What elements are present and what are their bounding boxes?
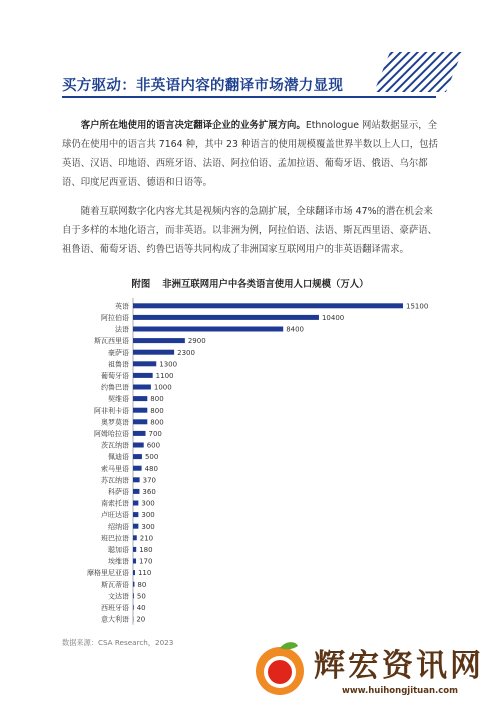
- value-label: 8400: [286, 325, 305, 334]
- bar: [133, 396, 147, 401]
- paragraph-1-line: Ethnologue 网站数据显示，: [305, 120, 428, 131]
- paragraph-1-line: 括英语、汉语、印地语、西班牙语、法语、阿拉伯语、孟加拉语、葡萄牙语、俄语、乌尔: [62, 139, 438, 169]
- value-label: 180: [139, 546, 153, 554]
- section-title: 买方驱动：非英语内容的翻译市场潜力显现: [62, 78, 344, 94]
- category-label: 阿拉伯语: [101, 314, 129, 322]
- value-label: 15100: [406, 302, 429, 311]
- bar: [133, 559, 136, 564]
- title-rule: [62, 96, 436, 98]
- value-label: 370: [142, 476, 156, 485]
- bar: [133, 501, 138, 506]
- bar: [133, 315, 319, 320]
- category-label: 豪萨语: [108, 348, 129, 357]
- category-label: 阿非利卡语: [94, 406, 129, 415]
- category-label: 法语: [115, 325, 129, 334]
- value-label: 800: [150, 395, 164, 404]
- value-label: 2300: [177, 348, 195, 357]
- category-label: 埃维语: [108, 557, 129, 566]
- category-label: 聪加语: [108, 546, 129, 554]
- value-label: 2900: [187, 337, 206, 346]
- figure-label: 附图: [131, 279, 151, 290]
- category-label: 西班牙语: [101, 604, 129, 612]
- category-label: 斯瓦蒂语: [101, 580, 129, 589]
- category-label: 契维语: [108, 395, 129, 404]
- value-label: 40: [136, 604, 146, 612]
- orange-logo-icon: [250, 638, 310, 698]
- bar: [133, 385, 151, 390]
- value-label: 600: [146, 441, 161, 450]
- category-label: 绍纳语: [108, 522, 129, 531]
- value-label: 300: [141, 522, 155, 531]
- bar: [133, 477, 140, 482]
- bar: [133, 466, 142, 471]
- value-label: 800: [150, 418, 164, 427]
- category-label: 英语: [115, 302, 129, 311]
- bar: [133, 443, 144, 448]
- bar: [133, 327, 283, 332]
- paragraph-1-line: 都语、印度尼西亚语、德语和日语等。: [62, 158, 428, 188]
- bar: [133, 303, 403, 308]
- paragraph-2-line: 自于多样的本地化语言，而非英语。以非洲为例，阿拉伯语、法语、斯瓦西里语、豪萨语、: [62, 225, 438, 236]
- value-label: 10400: [321, 314, 345, 322]
- bar: [133, 361, 156, 366]
- category-label: 茨瓦纳语: [101, 441, 129, 450]
- bar: [133, 535, 137, 540]
- data-source: 数据来源：CSA Research，2023: [62, 638, 174, 647]
- value-label: 800: [150, 406, 164, 415]
- figure-caption: [0, 276, 500, 290]
- bar: [133, 593, 134, 598]
- value-label: 1300: [159, 360, 178, 369]
- bar: [133, 605, 134, 610]
- value-label: 20: [136, 615, 146, 624]
- value-label: 170: [139, 557, 153, 566]
- value-label: 1100: [155, 372, 174, 380]
- category-label: 约鲁巴语: [101, 383, 129, 392]
- figure-title: 非洲互联网用户中各类语言使用人口规模（万人）: [162, 279, 369, 290]
- value-label: 110: [137, 569, 152, 578]
- category-label: 祖鲁语: [108, 360, 129, 369]
- category-label: 斯瓦西里语: [94, 337, 129, 346]
- paragraph-1: [62, 116, 440, 192]
- bar: [133, 419, 147, 424]
- value-label: 360: [142, 488, 156, 496]
- category-label: 葡萄牙语: [101, 372, 129, 380]
- value-label: 480: [144, 464, 158, 473]
- bar: [133, 582, 134, 587]
- category-label: 苏瓦纳语: [101, 476, 129, 485]
- category-label: 文达语: [108, 592, 129, 601]
- bar: [133, 431, 146, 436]
- bar: [133, 524, 138, 529]
- value-label: 50: [136, 592, 146, 601]
- bar: [133, 338, 185, 343]
- bar: [133, 570, 135, 575]
- watermark: [250, 630, 498, 706]
- category-label: 科萨语: [108, 488, 129, 496]
- value-label: 500: [144, 453, 159, 462]
- watermark-text: 辉宏资讯网: [314, 648, 484, 684]
- category-label: 意大利语: [101, 615, 129, 624]
- category-label: 索马里语: [101, 464, 129, 473]
- value-label: 700: [148, 430, 162, 438]
- bar: [133, 547, 136, 552]
- value-label: 80: [137, 580, 147, 589]
- bar: [133, 408, 147, 413]
- value-label: 300: [141, 499, 155, 508]
- category-label: 南索托语: [101, 499, 129, 508]
- category-label: 佩迪语: [108, 453, 129, 462]
- paragraph-1-lead: 客户所在地使用的语言决定翻译企业的业务扩展方向。: [80, 120, 306, 131]
- watermark-url: www.huihongjituan.com: [342, 686, 458, 696]
- value-label: 1000: [153, 383, 172, 392]
- bar: [133, 350, 174, 355]
- value-label: 300: [141, 511, 155, 520]
- paragraph-2: [62, 202, 440, 259]
- category-label: 奥罗莫语: [101, 418, 129, 427]
- bar: [133, 489, 139, 494]
- bar: [133, 454, 142, 459]
- category-label: 班巴拉语: [101, 534, 129, 543]
- paragraph-2-line: 随着互联网数字化内容尤其是视频内容的急剧扩展，全球翻译市场 47%的潜在机会来: [80, 206, 433, 217]
- bar-chart: [0, 296, 500, 632]
- bar: [133, 512, 138, 517]
- category-label: 阿姆哈拉语: [94, 430, 129, 438]
- category-label: 摩格里尼亚语: [87, 569, 129, 578]
- paragraph-2-line: 祖鲁语、葡萄牙语、约鲁巴语等共同构成了非洲国家互联网用户的非英语翻译需求。: [62, 244, 409, 255]
- value-label: 210: [139, 534, 154, 543]
- paragraph-1-line: 全球仍在使用中的语言共 7164 种，其中 23 种语言的使用规模覆盖世界半数以上人口，包: [62, 120, 438, 150]
- decorative-stripes: [374, 52, 462, 92]
- bar: [133, 373, 153, 378]
- category-label: 卢旺达语: [101, 511, 129, 520]
